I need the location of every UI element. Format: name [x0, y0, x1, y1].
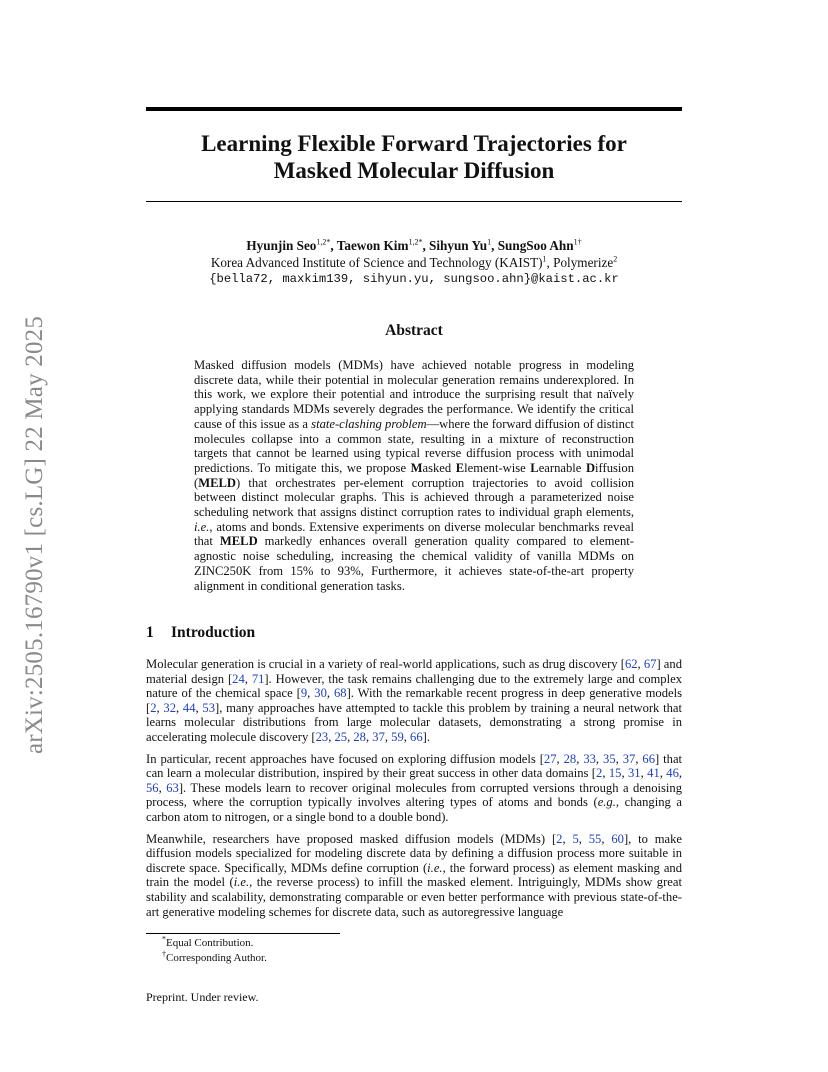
affiliation: Korea Advanced Institute of Science and Technology (KAIST)$^1$, Polymerize$^2$ [210, 254, 618, 270]
citation-link[interactable]: 46 [666, 766, 679, 781]
introduction-body [146, 657, 682, 926]
author-emails: {bella72, maxkim139, sihyun.yu, sungsoo.ahn}@kaist.ac.kr [209, 272, 619, 286]
author-affiliation-mark: 1,2* [408, 237, 423, 247]
paragraph: In particular, recent approaches have focused on exploring diffusion models [27, 28, 33, 35, 37, 66] that can learn a molecular distribution, inspired by their great success in other data domains [2, 15, 31, 41, 46, 56, 63]. These models learn to recover original molecules from corrupted versions through a denoising process, where the corruption typically involves altering types of atoms and bonds (e.g., changing a carbon atom to nitrogen, or a single bond to a double bond). [146, 751, 683, 824]
citation-link[interactable]: 28 [563, 751, 577, 766]
abstract-heading: Abstract [385, 322, 443, 339]
author-name: Taewon Kim [336, 238, 409, 253]
citation-link[interactable]: 59 [391, 729, 404, 744]
footnotes [162, 936, 267, 965]
section-heading-introduction [146, 624, 255, 642]
citation-link[interactable]: 24 [232, 671, 245, 686]
author-list: Hyunjin Seo$^{1,2*}$, Taewon Kim$^{1,2*}$, Sihyun Yu$^1$, SungSoo Ahn$^{1\dagger}$ [246, 237, 582, 253]
citation-link[interactable]: 5 [572, 831, 579, 846]
author-name: Sihyun Yu [429, 238, 488, 253]
citation-link[interactable]: 9 [300, 686, 308, 701]
author-affiliation-mark: 1† [573, 237, 582, 247]
footnote-equal-contribution: *Equal Contribution. [162, 934, 254, 949]
citation-link[interactable]: 62 [624, 657, 638, 671]
citation-link[interactable]: 53 [202, 700, 215, 715]
section-number: 1 [146, 624, 154, 641]
author-affiliation-mark: 1 [487, 237, 492, 247]
paragraph: Molecular generation is crucial in a variety of real-world applications, such as drug discovery [62, 67] and material design [24, 71]. However, the task remains challenging due to the extremely large and complex nature of the chemical space [9, 30, 68]. With the remarkable recent progress in deep generative models [2, 32, 44, 53], many approaches have attempted to tackle this problem by training a neural network that learns molecular distributions from large molecular datasets, demonstrating a strong promise in accelerating molecule discovery [23, 25, 28, 37, 59, 66]. [146, 657, 682, 744]
citation-link[interactable]: 15 [608, 766, 622, 781]
author-name: SungSoo Ahn [497, 238, 574, 253]
citation-link[interactable]: 2 [556, 831, 563, 846]
title-top-rule [146, 107, 682, 111]
arxiv-identifier: arXiv:2505.16790v1 [cs.LG] 22 May 2025 [21, 315, 48, 755]
preprint-notice: Preprint. Under review. [146, 990, 259, 1004]
section-title: Introduction [171, 624, 256, 641]
citation-link[interactable]: 23 [315, 729, 329, 744]
citation-link[interactable]: 33 [583, 751, 596, 766]
citation-link[interactable]: 67 [643, 657, 657, 671]
citation-link[interactable]: 71 [251, 671, 265, 686]
paper-title [146, 130, 682, 184]
citation-link[interactable]: 41 [647, 766, 660, 781]
citation-link[interactable]: 28 [353, 729, 366, 744]
title-line-1: Learning Flexible Forward Trajectories for [201, 131, 627, 156]
citation-link[interactable]: 25 [334, 729, 348, 744]
author-name: Hyunjin Seo [246, 238, 317, 253]
paragraph: Meanwhile, researchers have proposed masked diffusion models (MDMs) [2, 5, 55, 60], to make diffusion models specialized for modeling discrete data by defining a diffusion process more suitable in discrete space. Specifically, MDMs define corruption (i.e., the forward process) as element masking and train the model (i.e., the reverse process) to infill the masked element. Intriguingly, MDMs show great stability and scalability, demonstrating comparable or even better performance with previous state-of-the-art generative modeling schemes for discrete data, such as autoregressive language [146, 831, 683, 919]
citation-link[interactable]: 66 [410, 729, 423, 744]
citation-link[interactable]: 27 [543, 751, 557, 766]
citation-link[interactable]: 32 [163, 700, 176, 715]
citation-link[interactable]: 37 [372, 729, 385, 744]
citation-link[interactable]: 56 [146, 780, 159, 795]
footnote-divider [146, 933, 340, 934]
citation-link[interactable]: 68 [333, 686, 347, 701]
citation-link[interactable]: 66 [642, 751, 656, 766]
citation-link[interactable]: 55 [588, 831, 602, 846]
citation-link[interactable]: 31 [628, 766, 641, 781]
author-affiliation-mark: 1,2* [316, 237, 331, 247]
citation-link[interactable]: 60 [611, 831, 624, 846]
title-bottom-rule [146, 201, 682, 202]
footnote-corresponding-author: †Corresponding Author. [162, 948, 267, 964]
citation-link[interactable]: 2 [150, 700, 157, 715]
citation-link[interactable]: 44 [182, 700, 196, 715]
arxiv-sidebar [20, 295, 50, 775]
abstract-text: Masked diffusion models (MDMs) have achieved notable progress in modeling discrete data, while their potential in molecular generation remains underexplored. In this work, we explore their potential and introduce the surprising result that naïvely applying standards MDMs severely degrades the performance. We identify the critical cause of this issue as a state-clashing problem—where the forward diffusion of distinct molecules collapse into a common state, resulting in a mixture of reconstruction targets that cannot be learned using typical reverse diffusion process with unimodal predictions. To mitigate this, we propose Masked Element-wise Learnable Diffusion (MELD) that orchestrates per-element corruption trajectories to avoid collision between distinct molecular graphs. This is achieved through a parameterized noise scheduling network that assigns distinct corruption rates to individual graph elements, i.e., atoms and bonds. Extensive experiments on diverse molecular benchmarks reveal that MELD markedly enhances overall generation quality compared to element-agnostic noise scheduling, increasing the chemical validity of vanilla MDMs on ZINC250K from 15% to 93%, Furthermore, it achieves state-of-the-art property alignment in conditional generation tasks. [194, 358, 635, 593]
citation-link[interactable]: 35 [603, 751, 616, 766]
title-line-2: Masked Molecular Diffusion [273, 158, 555, 183]
author-block [146, 237, 682, 288]
citation-link[interactable]: 37 [622, 751, 636, 766]
citation-link[interactable]: 63 [166, 780, 179, 795]
citation-link[interactable]: 30 [314, 686, 327, 701]
citation-link[interactable]: 2 [596, 766, 603, 781]
